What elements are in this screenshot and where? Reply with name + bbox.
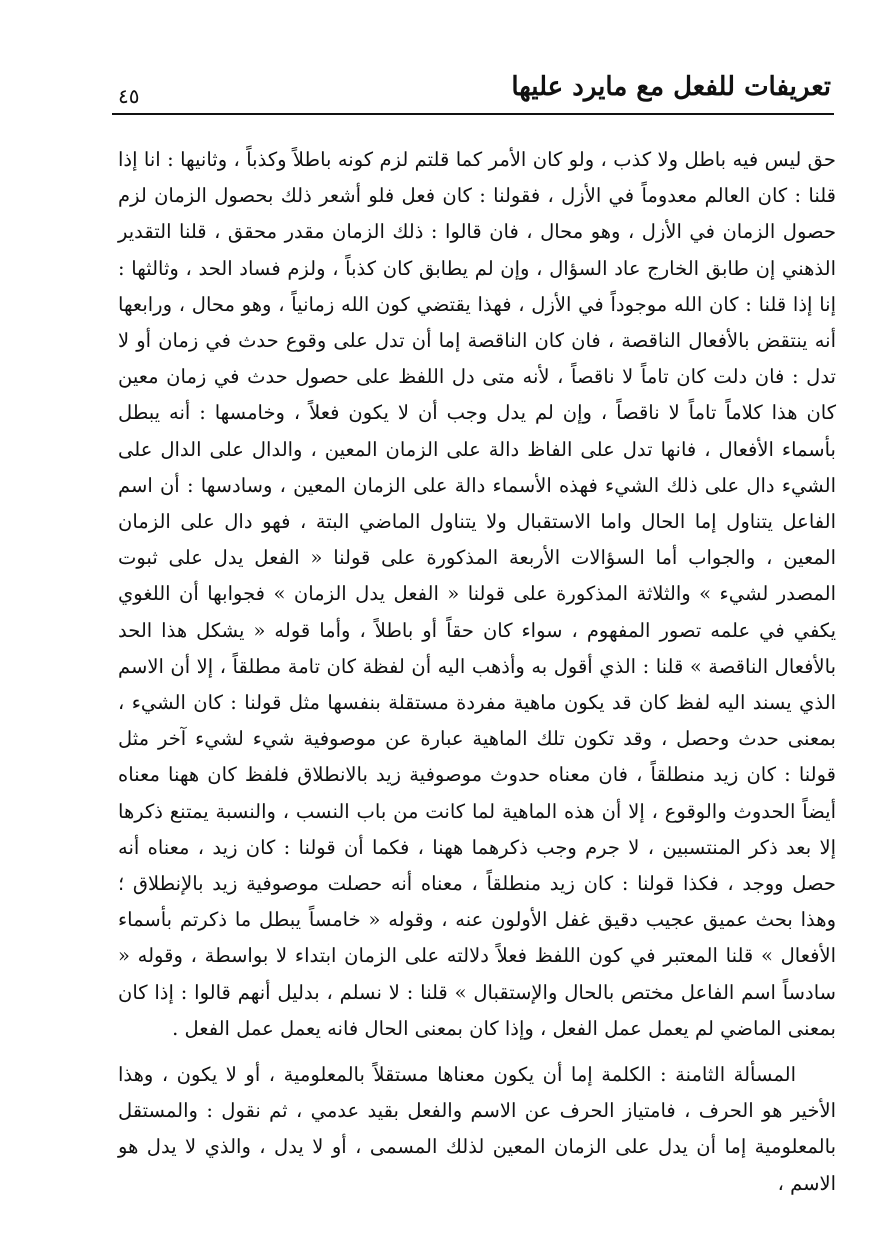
- page-number: ٤٥: [118, 84, 140, 108]
- header-rule: [112, 113, 834, 115]
- body-text: [118, 142, 836, 1202]
- running-header: [118, 70, 831, 114]
- paragraph: المسألة الثامنة : الكلمة إما أن يكون معناها مستقلاً بالمعلومية ، أو لا يكون ، وهذا الأخير هو الحرف ، فامتياز الحرف عن الاسم والفعل بقيد عدمي ، ثم نقول : والمستقل بالمعلومية إما أن يدل على الزمان المعين لذلك المسمى ، أو لا يدل ، والذي لا يدل هو الاسم ،: [118, 1063, 836, 1195]
- page-title: تعريفات للفعل مع مايرد عليها: [511, 72, 831, 102]
- paragraph: حق ليس فيه باطل ولا كذب ، ولو كان الأمر كما قلتم لزم كونه باطلاً وكذباً ، وثانيها : انا إذا قلنا : كان العالم معدوماً في الأزل ، فقولنا : كان فعل فلو أشعر ذلك بحصول الزمان لزم حصول الزمان في الأزل ، وهو محال ، فان قالوا : ذلك الزمان مقدر محقق ، قلنا التقدير الذهني إن طابق الخارج عاد السؤال ، وإن لم يطابق كان كذباً ، ولزم فساد الحد ، وثالثها : إنا إذا قلنا : كان الله موجوداً في الأزل ، فهذا يقتضي كون الله زمانياً ، وهو محال ، ورابعها أنه ينتقض بالأفعال الناقصة ، فان كان الناقصة إما أن تدل على وقوع حدث في زمان أو لا تدل : فان دلت كان تاماً لا ناقصاً ، لأنه متى دل اللفظ على حصول حدث في زمان معين كان هذا كلاماً تاماً لا ناقصاً ، وإن لم يدل وجب أن لا يكون فعلاً ، وخامسها : أنه يبطل بأسماء الأفعال ، فانها تدل على الفاظ دالة على الزمان المعين ، والدال على الدال على الشيء دال على ذلك الشيء فهذه الأسماء دالة على الزمان المعين ، وسادسها : أن اسم الفاعل يتناول إما الحال واما الاستقبال ولا يتناول الماضي البتة ، فهو دال على الزمان المعين ، والجواب أما السؤالات الأربعة المذكورة على قولنا « الفعل يدل على ثبوت المصدر لشيء » والثلاثة المذكورة على قولنا « الفعل يدل الزمان » فجوابها أن اللغوي يكفي في علمه تصور المفهوم ، سواء كان حقاً أو باطلاً ، وأما قوله « يشكل هذا الحد بالأفعال الناقصة » قلنا : الذي أقول به وأذهب اليه أن لفظة كان تامة مطلقاً ، إلا أن الاسم الذي يسند اليه لفظ كان قد يكون ماهية مفردة مستقلة بنفسها مثل قولنا : كان الشيء ، بمعنى حدث وحصل ، وقد تكون تلك الماهية عبارة عن موصوفية شيء لشيء آخر مثل قولنا : كان زيد منطلقاً ، فان معناه حدوث موصوفية زيد بالانطلاق فلفظ كان ههنا معناه أيضاً الحدوث والوقوع ، إلا أن هذه الماهية لما كانت من باب النسب ، والنسبة يمتنع ذكرها إلا بعد ذكر المنتسبين ، لا جرم وجب ذكرهما ههنا ، فكما أن قولنا : كان زيد ، معناه أنه حصل ووجد ، فكذا قولنا : كان زيد منطلقاً ، معناه أنه حصلت موصوفية زيد بالإنطلاق ؛ وهذا بحث عميق عجيب دقيق غفل الأولون عنه ، وقوله « خامساً يبطل ما ذكرتم بأسماء الأفعال » قلنا المعتبر في كون اللفظ فعلاً دلالته على الزمان ابتداء لا بواسطة ، وقوله « سادساً اسم الفاعل مختص بالحال والإستقبال » قلنا : لا نسلم ، بدليل أنهم قالوا : إذا كان بمعنى الماضي لم يعمل عمل الفعل ، وإذا كان بمعنى الحال فانه يعمل عمل الفعل .: [118, 148, 837, 1040]
